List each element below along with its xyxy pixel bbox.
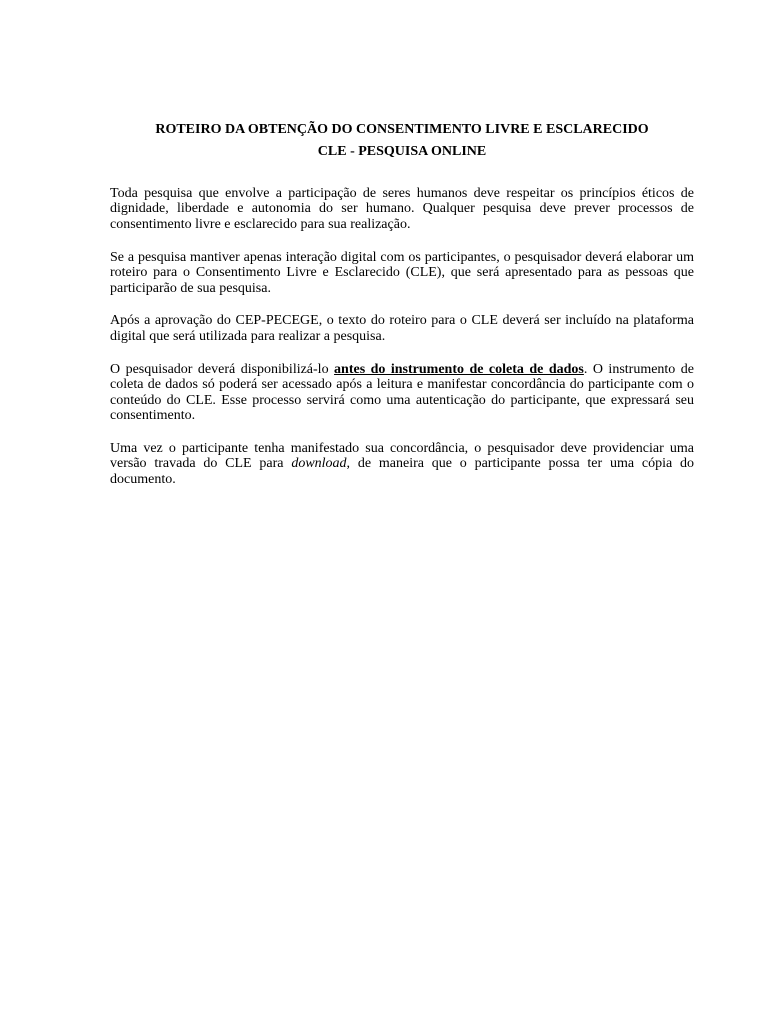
- paragraph-4-before: O pesquisador deverá disponibilizá-lo: [110, 361, 335, 377]
- document-content: [110, 119, 694, 505]
- paragraph-5-after: , de maneira que o participante possa ter uma cópia do documento.: [110, 456, 695, 487]
- paragraph-5-before: Uma vez o participante tenha manifestado sua concordância, o pesquisador deve providenciar uma versão travada do CLE para: [110, 440, 694, 472]
- document-title: [110, 119, 694, 163]
- title-line-1: ROTEIRO DA OBTENÇÃO DO CONSENTIMENTO LIVRE E ESCLARECIDO: [155, 122, 649, 137]
- paragraph-4-after: . O instrumento de coleta de dados só poderá ser acessado após a leitura e manifestar concordância do participante com o conteúdo do CLE. Esse processo servirá como uma autenticação do participante, que expressará seu consentimento.: [110, 361, 694, 423]
- title-line-2: CLE - PESQUISA ONLINE: [317, 144, 487, 159]
- paragraph-5-italic: download: [291, 456, 347, 472]
- paragraph-1: Toda pesquisa que envolve a participação de seres humanos deve respeitar os princípios éticos de dignidade, liberdade e autonomia do ser humano. Qualquer pesquisa deve prever processos de consentimento livre e esclarecido para sua realização.: [110, 186, 694, 232]
- paragraph-4-emphasis: antes do instrumento de coleta de dados: [334, 361, 584, 377]
- paragraph-4: [110, 362, 694, 424]
- paragraph-2: Se a pesquisa mantiver apenas interação digital com os participantes, o pesquisador deverá elaborar um roteiro para o Consentimento Livre e Esclarecido (CLE), que será apresentado para as pessoas que participarão de sua pesquisa.: [110, 249, 694, 296]
- paragraph-3: Após a aprovação do CEP-PECEGE, o texto do roteiro para o CLE deverá ser incluído na plataforma digital que será utilizada para realizar a pesquisa.: [110, 313, 694, 344]
- paragraph-5: [110, 441, 694, 487]
